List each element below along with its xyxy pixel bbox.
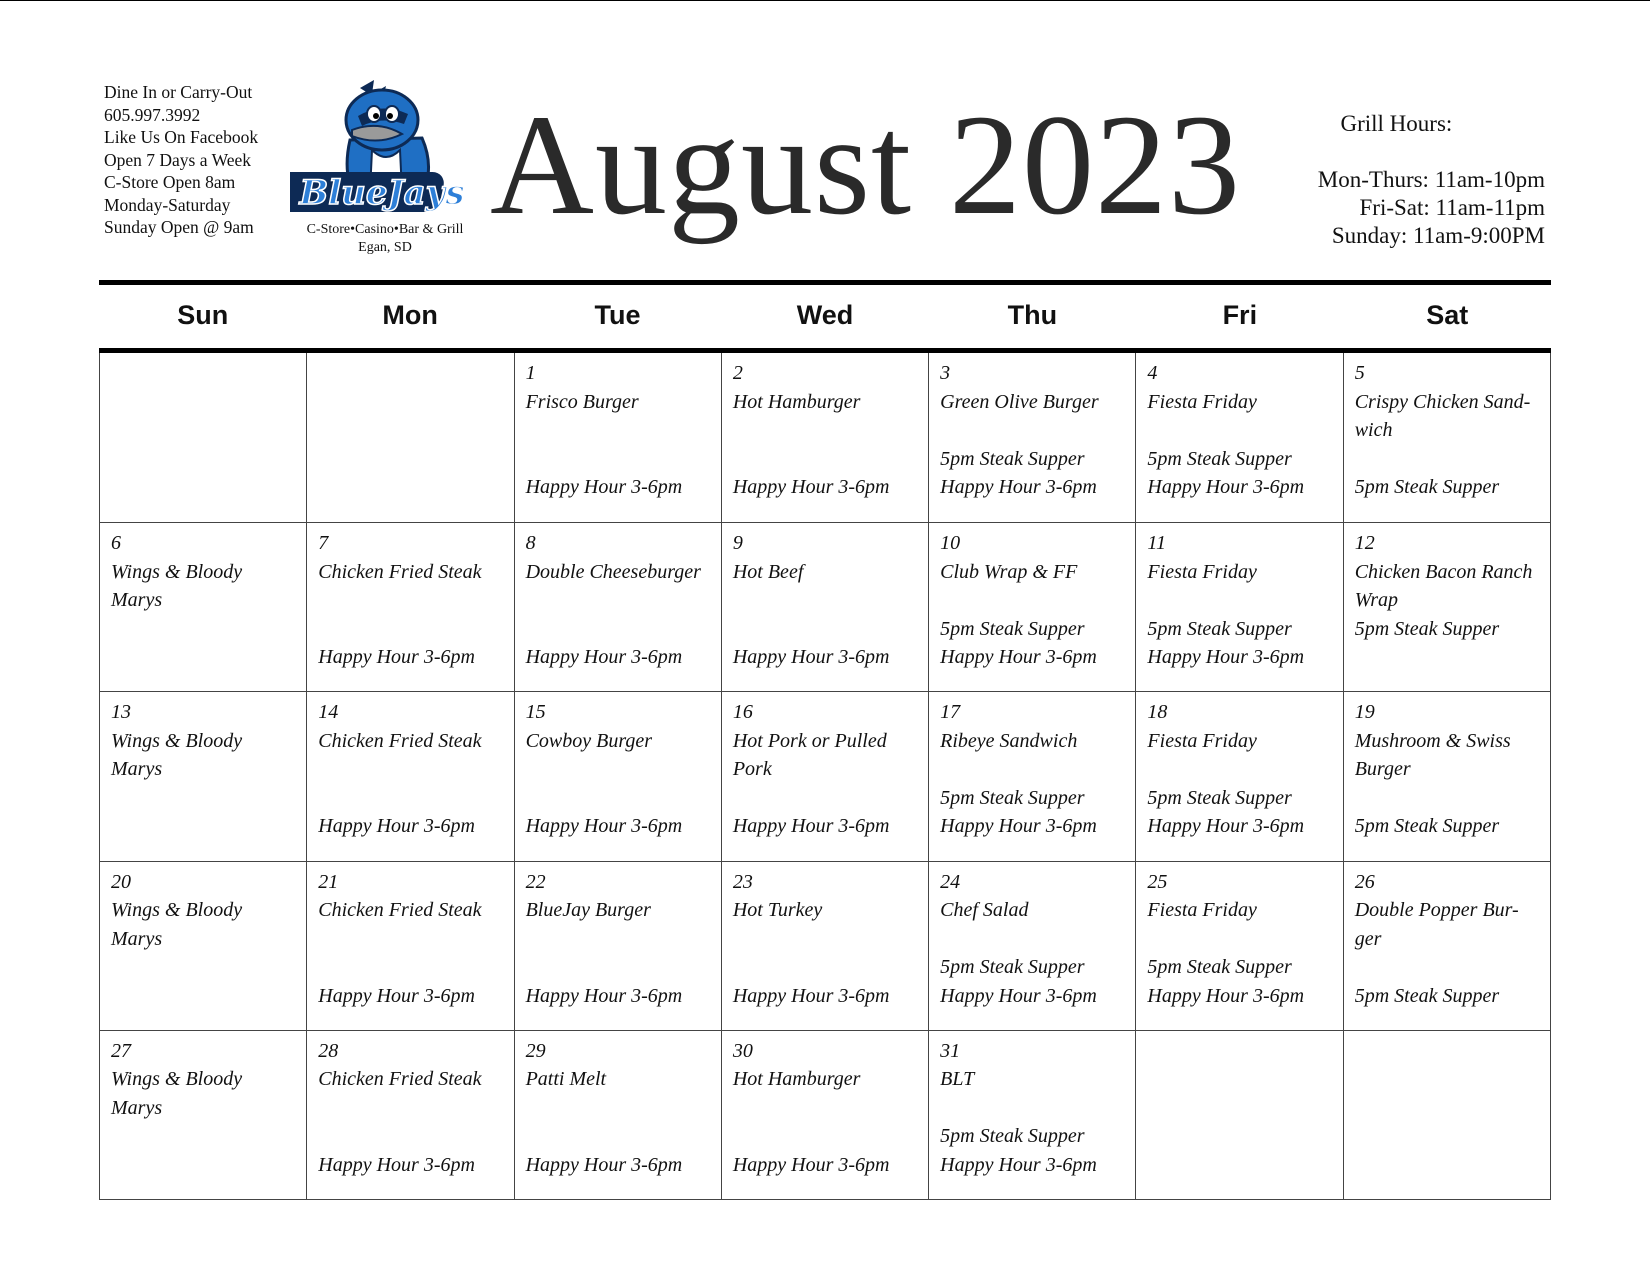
menu-item: 5pm Steak Supper [940, 786, 1085, 809]
day-number: 31 [940, 1039, 961, 1062]
logo-tagline: C-Store•Casino•Bar & Grill [306, 222, 464, 237]
menu-item: 5pm Steak Supper [940, 617, 1085, 640]
day-number: 25 [1147, 870, 1168, 893]
menu-item: 5pm Steak Supper [1354, 815, 1500, 838]
calendar-day-cell [515, 861, 722, 1030]
menu-item: Frisco Burger [525, 390, 639, 413]
day-number: 10 [940, 532, 961, 555]
day-number: 28 [318, 1039, 339, 1062]
blank-line [733, 925, 919, 954]
menu-item: Happy Hour 3-6pm [525, 646, 683, 669]
day-number: 9 [732, 532, 743, 555]
menu-item: Hot Beef [732, 560, 804, 583]
menu-item: Ribeye Sandwich [940, 729, 1078, 752]
contact-info-line: Like Us On Facebook [104, 127, 259, 147]
menu-item: 5pm Steak Supper [1354, 984, 1500, 1007]
calendar-day-cell [722, 1030, 929, 1199]
menu-item: Happy Hour 3-6pm [1147, 646, 1305, 669]
calendar-day-cell [1344, 861, 1551, 1030]
blank-line [940, 755, 1126, 784]
calendar-day-cell [100, 691, 307, 860]
menu-item: Happy Hour 3-6pm [318, 1153, 475, 1176]
menu-item: Mushroom & Swiss [1354, 729, 1511, 752]
menu-item: 5pm Steak Supper [940, 447, 1085, 470]
day-number: 2 [732, 362, 743, 384]
menu-item: Happy Hour 3-6pm [1147, 476, 1305, 498]
menu-item: Happy Hour 3-6pm [318, 815, 475, 838]
menu-item: Burger [1354, 758, 1411, 781]
blank-line [733, 953, 919, 982]
weekday-fri: Fri [1222, 300, 1258, 330]
grill-hours-heading: Grill Hours: [1340, 111, 1453, 136]
menu-item: Happy Hour 3-6pm [940, 815, 1097, 838]
day-number: 15 [525, 701, 546, 724]
day-number: 6 [111, 532, 121, 555]
blank-line [526, 615, 712, 644]
day-number: 4 [1147, 362, 1158, 384]
day-number: 7 [318, 532, 329, 555]
menu-item: Hot Hamburger [732, 390, 861, 413]
blank-line [318, 925, 504, 954]
calendar-day-cell [307, 522, 514, 691]
day-number: 11 [1147, 532, 1166, 555]
menu-item: Fiesta Friday [1147, 899, 1257, 922]
day-number: 22 [525, 870, 546, 893]
contact-info-line: Sunday Open @ 9am [104, 217, 254, 237]
day-number: 5 [1354, 362, 1365, 384]
menu-item: Wrap [1354, 589, 1399, 612]
contact-info-line: Open 7 Days a Week [104, 149, 251, 170]
calendar-day-cell [1344, 522, 1551, 691]
calendar-grid [99, 353, 1551, 1200]
blank-line [1147, 416, 1333, 445]
menu-item: Marys [111, 589, 163, 612]
blank-line [733, 586, 919, 615]
calendar-day-cell [929, 522, 1136, 691]
blank-line [1355, 953, 1541, 982]
menu-item: 5pm Steak Supper [940, 1125, 1085, 1148]
grill-hours-line: Mon-Thurs: 11am-10pm [1317, 167, 1545, 192]
blank-line [318, 755, 504, 784]
blank-line [526, 1122, 712, 1151]
blank-line [940, 586, 1126, 615]
calendar-empty-cell [307, 353, 514, 522]
day-number: 29 [525, 1039, 546, 1062]
calendar-day-cell [929, 1030, 1136, 1199]
menu-item: Chicken Bacon Ranch [1354, 560, 1533, 583]
calendar-day-cell [515, 1030, 722, 1199]
calendar-day-cell [1136, 522, 1343, 691]
calendar-day-cell [1136, 691, 1343, 860]
menu-item: Marys [111, 1096, 163, 1119]
day-number: 18 [1147, 701, 1168, 724]
menu-item: Happy Hour 3-6pm [732, 984, 890, 1007]
menu-item: Pork [732, 758, 772, 781]
menu-item: ger [1354, 927, 1382, 950]
calendar-day-cell [515, 522, 722, 691]
day-number: 21 [318, 870, 339, 893]
bluejays-logo [290, 80, 480, 260]
menu-item: Chicken Fried Steak [318, 1068, 482, 1091]
day-number: 3 [940, 362, 951, 384]
blank-line [318, 1094, 504, 1123]
blank-line [526, 1094, 712, 1123]
contact-info-line: 605.997.3992 [104, 104, 201, 125]
menu-item: Fiesta Friday [1147, 729, 1257, 752]
calendar-day-cell [307, 691, 514, 860]
menu-item: 5pm Steak Supper [1147, 786, 1292, 809]
grill-hours [1318, 110, 1545, 250]
weekday-sat: Sat [1426, 300, 1469, 330]
menu-item: Wings & Bloody [111, 1068, 243, 1091]
day-number: 19 [1354, 701, 1375, 724]
weekday-header-row [99, 290, 1551, 346]
calendar-day-cell [100, 522, 307, 691]
page-title: August 2023 [490, 86, 1242, 245]
blank-line [1147, 925, 1333, 954]
menu-item: 5pm Steak Supper [1147, 447, 1292, 470]
menu-item: Happy Hour 3-6pm [732, 646, 890, 669]
header-divider [99, 280, 1551, 285]
menu-item: Happy Hour 3-6pm [940, 1153, 1097, 1176]
calendar-day-cell [1136, 353, 1343, 522]
menu-item: BLT [940, 1068, 975, 1091]
day-number: 1 [525, 362, 536, 384]
blank-line [1147, 755, 1333, 784]
blank-line [733, 615, 919, 644]
page-top-border [0, 0, 1650, 1]
bluejay-mascot-icon [290, 80, 480, 222]
menu-item: Fiesta Friday [1147, 390, 1257, 413]
calendar-day-cell [307, 1030, 514, 1199]
menu-item: Happy Hour 3-6pm [1147, 984, 1305, 1007]
menu-item: Hot Hamburger [732, 1068, 861, 1091]
menu-item: Happy Hour 3-6pm [732, 1153, 890, 1176]
day-number: 27 [111, 1039, 131, 1062]
menu-item: 5pm Steak Supper [1354, 617, 1500, 640]
blank-line [1355, 784, 1541, 813]
menu-item: Marys [111, 927, 163, 950]
menu-item: Chef Salad [940, 899, 1029, 922]
menu-item: Double Popper Bur- [1354, 899, 1519, 922]
menu-item: Patti Melt [525, 1068, 607, 1091]
weekday-wed: Wed [796, 300, 854, 330]
calendar-day-cell [100, 861, 307, 1030]
weekday-sun: Sun [177, 300, 229, 330]
blank-line [318, 784, 504, 813]
day-number: 30 [732, 1039, 753, 1062]
menu-item: Happy Hour 3-6pm [525, 476, 683, 498]
blank-line [940, 416, 1126, 445]
menu-item: Happy Hour 3-6pm [525, 984, 683, 1007]
calendar-day-cell [1136, 861, 1343, 1030]
menu-item: Crispy Chicken Sand- [1354, 390, 1531, 413]
day-number: 16 [732, 701, 753, 724]
blank-line [1147, 586, 1333, 615]
blank-line [733, 1122, 919, 1151]
menu-item: Happy Hour 3-6pm [318, 646, 475, 669]
menu-item: Chicken Fried Steak [318, 729, 482, 752]
menu-item: 5pm Steak Supper [940, 956, 1085, 979]
weekday-thu: Thu [1007, 300, 1058, 330]
menu-item: Club Wrap & FF [940, 560, 1078, 583]
calendar-day-cell [515, 353, 722, 522]
menu-item: Happy Hour 3-6pm [1147, 815, 1305, 838]
menu-item: Happy Hour 3-6pm [525, 1153, 683, 1176]
contact-info [104, 81, 258, 239]
menu-item: 5pm Steak Supper [1354, 476, 1500, 498]
blank-line [733, 784, 919, 813]
blank-line [526, 586, 712, 615]
menu-item: Happy Hour 3-6pm [525, 815, 683, 838]
menu-item: wich [1354, 419, 1393, 441]
blank-line [318, 586, 504, 615]
calendar-empty-cell [1344, 1030, 1551, 1199]
menu-item: Wings & Bloody [111, 729, 243, 752]
blank-line [1355, 445, 1541, 474]
menu-item: Happy Hour 3-6pm [940, 476, 1097, 498]
day-number: 17 [940, 701, 961, 724]
menu-item: Green Olive Burger [940, 390, 1099, 413]
blank-line [940, 925, 1126, 954]
calendar-day-cell [722, 522, 929, 691]
blank-line [318, 1122, 504, 1151]
blank-line [526, 416, 712, 445]
menu-item: 5pm Steak Supper [1147, 617, 1292, 640]
day-number: 14 [318, 701, 339, 724]
calendar-day-cell [722, 691, 929, 860]
menu-item: Chicken Fried Steak [318, 560, 482, 583]
day-number: 12 [1354, 532, 1375, 555]
day-number: 26 [1354, 870, 1375, 893]
calendar-day-cell [1344, 353, 1551, 522]
day-number: 24 [940, 870, 961, 893]
menu-item: Happy Hour 3-6pm [318, 984, 475, 1007]
day-number: 8 [525, 532, 536, 555]
blank-line [526, 784, 712, 813]
menu-item: Wings & Bloody [111, 899, 243, 922]
calendar-day-cell [722, 353, 929, 522]
menu-item: Wings & Bloody [111, 560, 243, 583]
blank-line [940, 1094, 1126, 1123]
blank-line [526, 755, 712, 784]
calendar-day-cell [929, 353, 1136, 522]
blank-line [526, 925, 712, 954]
menu-item: Hot Turkey [732, 899, 823, 922]
menu-item: Chicken Fried Steak [318, 899, 482, 922]
calendar-day-cell [1344, 691, 1551, 860]
blank-line [733, 416, 919, 445]
blank-line [318, 615, 504, 644]
menu-item: 5pm Steak Supper [1147, 956, 1292, 979]
menu-item: Cowboy Burger [525, 729, 653, 752]
menu-item: Marys [111, 758, 163, 781]
calendar-day-cell [100, 1030, 307, 1199]
day-number: 23 [732, 870, 753, 893]
calendar-day-cell [722, 861, 929, 1030]
calendar-day-cell [515, 691, 722, 860]
blank-line [526, 445, 712, 474]
calendar-empty-cell [1136, 1030, 1343, 1199]
day-number: 13 [111, 701, 131, 724]
menu-item: Hot Pork or Pulled [732, 729, 887, 752]
blank-line [318, 953, 504, 982]
menu-item: Happy Hour 3-6pm [940, 984, 1097, 1007]
logo-wordmark: BlueJays [299, 173, 465, 213]
menu-item: Double Cheeseburger [525, 560, 701, 583]
calendar-empty-cell [100, 353, 307, 522]
weekday-mon: Mon [382, 300, 438, 330]
blank-line [733, 445, 919, 474]
blank-line [526, 953, 712, 982]
contact-info-line: Monday-Saturday [104, 194, 231, 215]
calendar-day-cell [929, 861, 1136, 1030]
weekday-tue: Tue [594, 300, 641, 330]
menu-item: BlueJay Burger [525, 899, 651, 922]
calendar-day-cell [929, 691, 1136, 860]
grill-hours-line: Fri-Sat: 11am-11pm [1359, 195, 1545, 220]
grill-hours-line: Sunday: 11am-9:00PM [1331, 223, 1545, 248]
day-number: 20 [111, 870, 131, 893]
logo-location: Egan, SD [358, 240, 412, 255]
blank-line [733, 1094, 919, 1123]
menu-item: Happy Hour 3-6pm [940, 646, 1097, 669]
menu-item: Happy Hour 3-6pm [732, 476, 890, 498]
contact-info-line: Dine In or Carry-Out [104, 82, 253, 102]
menu-item: Fiesta Friday [1147, 560, 1257, 583]
contact-info-line: C-Store Open 8am [104, 172, 236, 192]
calendar-day-cell [307, 861, 514, 1030]
menu-item: Happy Hour 3-6pm [732, 815, 890, 838]
